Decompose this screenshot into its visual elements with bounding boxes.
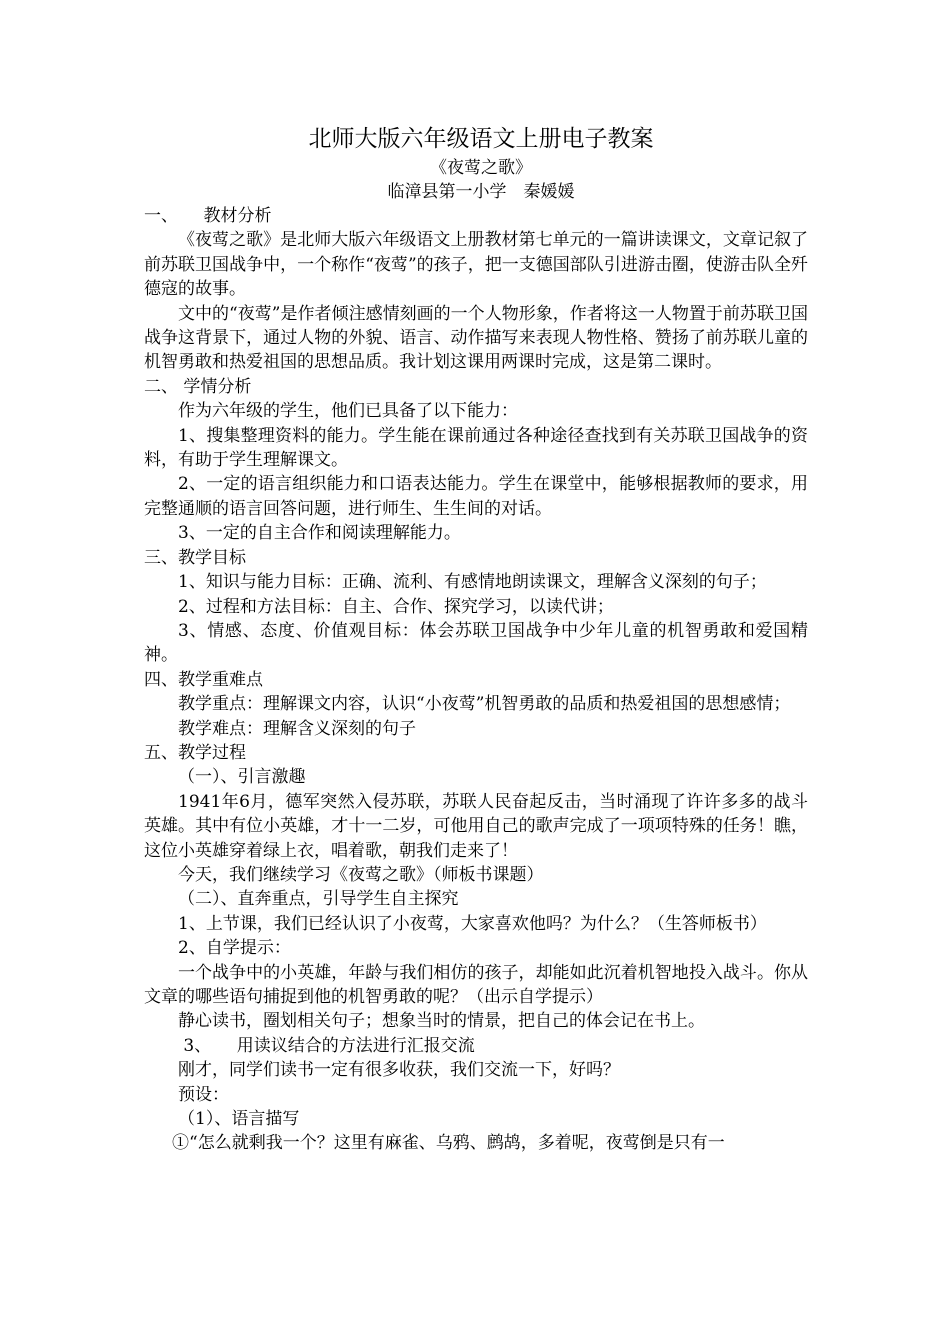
paragraph: 1、知识与能力目标：正确、流利、有感情地朗读课文，理解含义深刻的句子； — [178, 572, 767, 593]
paragraph: 一个战争中的小英雄，年龄与我们相仿的孩子，却能如此沉着机智地投入战斗。你从文章的哪些语句捕捉到他的机智勇敢的呢？（出示自学提示） — [144, 962, 808, 1007]
paragraph: 作为六年级的学生，他们已具备了以下能力： — [178, 401, 518, 422]
paragraph: 教学难点：理解含义深刻的句子 — [178, 718, 416, 739]
paragraph: 静心读书，圈划相关句子；想象当时的情景，把自己的体会记在书上。 — [178, 1011, 705, 1032]
paragraph: 刚才，同学们读书一定有很多收获，我们交流一下，好吗？ — [178, 1060, 620, 1081]
paragraph: （一）、引言激趣 — [178, 767, 306, 788]
paragraph: 3、 用读议结合的方法进行汇报交流 — [178, 1035, 475, 1056]
document-subtitle: 《夜莺之歌》 — [430, 158, 532, 178]
document-author: 临漳县第一小学 秦媛媛 — [387, 182, 575, 202]
paragraph: 3、一定的自主合作和阅读理解能力。 — [178, 523, 461, 544]
paragraph: 1941年6月，德军突然入侵苏联，苏联人民奋起反击，当时涌现了许许多多的战斗英雄。其中有位小英雄，才十一二岁，可他用自己的歌声完成了一项项特殊的任务！瞧，这位小英雄穿着绿上衣，唱着歌，朝我们走来了！ — [144, 791, 808, 861]
paragraph: 1、上节课，我们已经认识了小夜莺，大家喜欢他吗？为什么？（生答师板书） — [178, 913, 767, 934]
paragraph: 文中的“夜莺”是作者倾注感情刻画的一个人物形象，作者将这一人物置于前苏联卫国战争这背景下，通过人物的外貌、语言、动作描写来表现人物性格、赞扬了前苏联儿童的机智勇敢和热爱祖国的思想品质。我计划这课用两课时完成，这是第二课时。 — [144, 303, 808, 373]
section-heading: 一、 教材分析 — [144, 206, 272, 226]
paragraph: 教学重点：理解课文内容，认识“小夜莺”机智勇敢的品质和热爱祖国的思想感情； — [178, 694, 791, 715]
paragraph: 《夜莺之歌》是北师大版六年级语文上册教材第七单元的一篇讲读课文，文章记叙了前苏联卫国战争中，一个称作“夜莺”的孩子，把一支德国部队引进游击圈，使游击队全歼德寇的故事。 — [144, 230, 808, 300]
document-page — [144, 122, 808, 1156]
paragraph: 今天，我们继续学习《夜莺之歌》（师板书课题） — [178, 864, 544, 885]
paragraph: （二）、直奔重点，引导学生自主探究 — [178, 889, 459, 910]
section-heading: 五、教学过程 — [144, 742, 246, 763]
section-heading: 三、教学目标 — [144, 547, 246, 568]
section-heading: 二、 学情分析 — [144, 376, 252, 397]
paragraph: 2、自学提示： — [178, 938, 291, 959]
paragraph: ①“怎么就剩我一个？这里有麻雀、乌鸦、鹧鸪，多着呢，夜莺倒是只有一 — [172, 1133, 725, 1154]
section-heading: 四、教学重难点 — [144, 669, 263, 690]
paragraph: 1、搜集整理资料的能力。学生能在课前通过各种途径查找到有关苏联卫国战争的资料，有助于学生理解课文。 — [144, 425, 808, 471]
paragraph: 3、情感、态度、价值观目标：体会苏联卫国战争中少年儿童的机智勇敢和爱国精神。 — [144, 620, 808, 666]
document-title: 北师大版六年级语文上册电子教案 — [308, 126, 654, 152]
paragraph: 2、过程和方法目标：自主、合作、探究学习，以读代讲； — [178, 596, 614, 617]
paragraph: （1）、语言描写 — [178, 1109, 300, 1130]
document-body — [144, 204, 808, 1156]
paragraph: 2、一定的语言组织能力和口语表达能力。学生在课堂中，能够根据教师的要求，用完整通顺的语言回答问题，进行师生、生生间的对话。 — [144, 474, 808, 519]
paragraph: 预设： — [178, 1084, 229, 1105]
